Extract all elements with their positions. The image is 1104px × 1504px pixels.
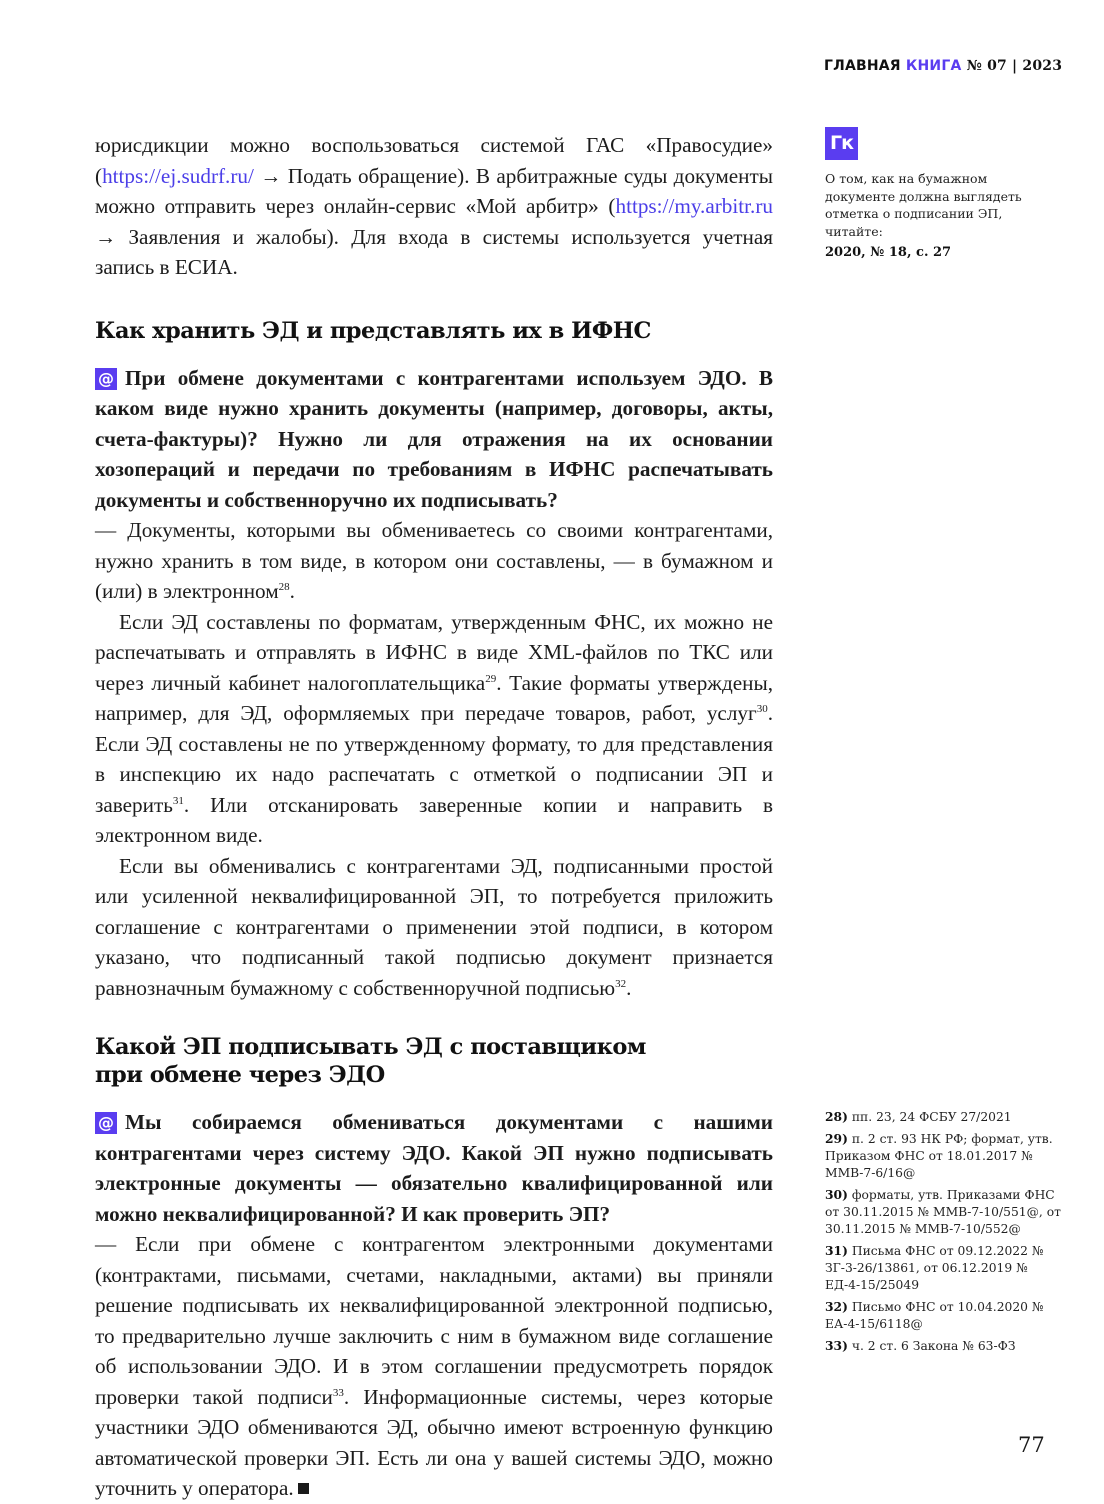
text: . Такие форматы утверждены, например, для ЭД, оформляемых при передаче товаров, работ, услуг [95, 670, 773, 725]
footnote-item [825, 1108, 1065, 1126]
answer-paragraph [95, 1229, 773, 1504]
footnote-text: пп. 23, 24 ФСБУ 27/2021 [851, 1110, 1012, 1124]
footnote-text: ч. 2 ст. 6 Закона № 63-ФЗ [851, 1339, 1016, 1353]
footnote-text: п. 2 ст. 93 НК РФ; формат, утв. Приказом ФНС от 18.01.2017 № ММВ-7-6/16@ [825, 1132, 1053, 1180]
punctuation: . [289, 579, 295, 603]
footnote-text: Письмо ФНС от 10.04.2020 № ЕА-4-15/6118@ [825, 1300, 1044, 1331]
footnote-text: форматы, утв. Приказами ФНС от 30.11.2015 № ММВ-7-10/551@, от 30.11.2015 № ММВ-7-10/552@ [825, 1188, 1061, 1236]
page-number: 77 [1018, 1433, 1045, 1457]
intro-text: → Подать обращение). В арбитражные суды документы можно отправить через онлайн-сервис «Мой арбитр» ( [95, 163, 773, 218]
section-title-signature [95, 1033, 773, 1089]
intro-text: → Заявления и жалобы). Для входа в системы используется учетная запись в ЕСИА. [95, 224, 773, 279]
title-line: Какой ЭП подписывать ЭД с поставщиком [95, 1034, 646, 1060]
title-line: при обмене через ЭДО [95, 1062, 385, 1088]
footnote-ref[interactable]: 30 [756, 703, 768, 715]
intro-text: юрисдикции можно воспользоваться системой ГАС «Правосудие» ( [95, 133, 773, 188]
text: . Если ЭД составлены не по утвержденному формату, то для представления в инспекцию их надо распечатать с отметкой о подписании ЭП и заверить [95, 701, 773, 817]
footnote-item [825, 1242, 1065, 1294]
text: . Или отсканировать заверенные копии и направить в электронном виде. [95, 792, 773, 847]
footnote-ref[interactable]: 28 [278, 581, 290, 593]
section-title-storage: Как хранить ЭД и представлять их в ИФНС [95, 317, 651, 344]
gk-logo-icon: Гк [825, 127, 858, 160]
sudrf-link[interactable]: https://ej.sudrf.ru/ [102, 163, 254, 188]
footnote-ref[interactable]: 29 [485, 672, 497, 685]
footnote-ref[interactable]: 33 [332, 1386, 344, 1399]
footnote-number: 29) [825, 1131, 848, 1146]
footnote-number: 31) [825, 1243, 848, 1258]
end-of-article-icon [298, 1483, 309, 1494]
footnotes-list [825, 1108, 1065, 1359]
brand-name-accent: КНИГА [905, 58, 962, 74]
brand-name: ГЛАВНАЯ [824, 58, 901, 74]
at-sign-icon: @ [95, 368, 117, 390]
footnote-text: Письма ФНС от 09.12.2022 № ЗГ-3-26/13861, от 06.12.2019 № ЕД-4-15/25049 [825, 1244, 1044, 1292]
arbitr-link[interactable]: https://my.arbitr.ru [615, 194, 773, 218]
magazine-header [824, 58, 1062, 74]
footnote-number: 32) [825, 1299, 848, 1314]
footnote-item [825, 1130, 1065, 1182]
footnote-number: 33) [825, 1338, 848, 1353]
footnote-item [825, 1337, 1065, 1355]
text: Если вы обменивались с контрагентами ЭД, подписанными простой или усиленной неквалифицированной ЭП, то потребуется приложить соглашение с контрагентами о применении этой подписи, в котором указано, что подписанный такой подписью документ признается равнозначным бумажному с собственноручной подписью [95, 853, 773, 1000]
text: Если ЭД составлены по форматам, утвержденным ФНС, их можно не распечатывать и отправлять в ИФНС в виде XML-файлов по ТКС или через личный кабинет налогоплательщика [95, 609, 773, 695]
answer-paragraph [95, 515, 773, 607]
footnote-number: 28) [825, 1109, 848, 1124]
at-sign-icon: @ [95, 1112, 117, 1134]
sidebar-note [825, 127, 1055, 260]
sidebar-note-text: О том, как на бумажном документе должна выглядеть отметка о подписании ЭП, читайте: [825, 171, 1022, 239]
footnote-item [825, 1298, 1065, 1333]
answer-text: . Информационные системы, через которые участники ЭДО обмениваются ЭД, обычно имеют встроенную функцию автоматической проверки ЭП. Есть ли она у вашей системы ЭДО, можно уточнить у оператора. [95, 1384, 773, 1500]
question-text: Мы собираемся обмениваться документами с нашими контрагентами через систему ЭДО. Какой ЭП нужно подписывать электронные документы — обязательно квалифицированной или можно неквалифицированной? И как проверить ЭП? [95, 1110, 773, 1226]
question-text: При обмене документами с контрагентами используем ЭДО. В каком виде нужно хранить документы (например, договоры, акты, счета-фактуры)? Нужно ли для отражения на их основании хозопераций и передачи по требованиям в ИФНС распечатывать документы и собственноручно их подписывать? [95, 365, 773, 512]
footnote-ref[interactable]: 31 [172, 794, 184, 807]
article-body [95, 130, 773, 1504]
question-1 [95, 363, 773, 516]
footnote-ref[interactable]: 32 [615, 977, 627, 990]
answer-text: — Документы, которыми вы обмениваетесь со своими контрагентами, нужно хранить в том виде, в котором они составлены, — в бумажном и (или) в электронном [95, 518, 773, 603]
answer-text: — Если при обмене с контрагентом электронными документами (контрактами, письмами, счетами, накладными, актами) вы приняли решение подписывать их неквалифицированной электронной подписью, то предварительно лучше заключить с ним в бумажном виде соглашение об использовании ЭДО. И в этом соглашении предусмотреть порядок проверки такой подписи [95, 1232, 773, 1409]
issue-number: № 07 | 2023 [966, 58, 1063, 74]
intro-paragraph [95, 130, 773, 283]
footnote-item [825, 1186, 1065, 1238]
question-2 [95, 1107, 773, 1229]
paragraph [95, 607, 773, 851]
punctuation: . [626, 975, 632, 1000]
footnote-number: 30) [825, 1187, 848, 1202]
paragraph [95, 851, 773, 1004]
sidebar-reference[interactable]: 2020, № 18, с. 27 [825, 245, 952, 260]
